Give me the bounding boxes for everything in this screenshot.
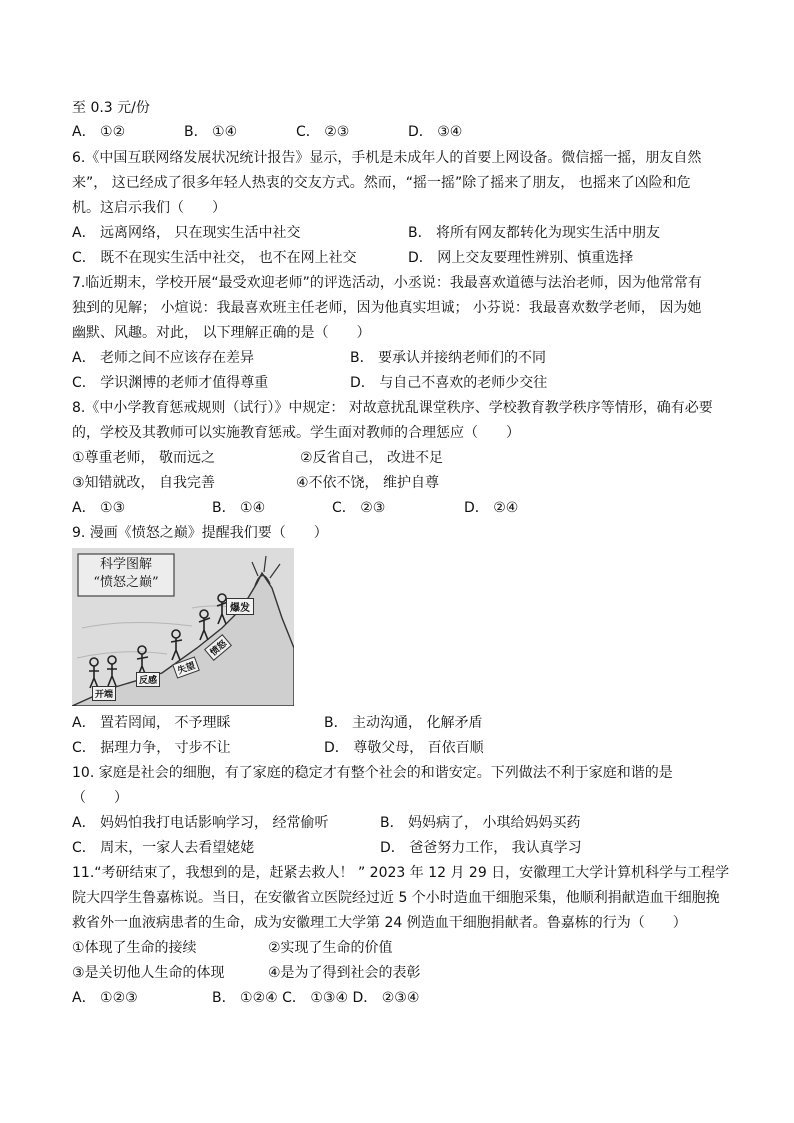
q11-stem-line: 救省外一血液病患者的生命，成为安徽理工大学第 24 例造血干细胞捐献者。鲁嘉栋的行为（ ） xyxy=(72,915,687,931)
q11-stem-line: 院大四学生鲁嘉栋说。当日，在安徽省立医院经过近 5 个小时造血干细胞采集，他顺利捐献造血干细胞挽 xyxy=(72,890,720,906)
q8-option-b: B． ①④ xyxy=(212,500,266,516)
cartoon-step-label: 愤怒 xyxy=(204,634,232,661)
q6-stem-line: 来”， 这已经成了很多年轻人热衷的交友方式。然而，“摇一摇”除了摇来了朋友， 也摇来了凶险和危 xyxy=(72,175,691,191)
q8-item-4: ④不依不饶， 维护自尊 xyxy=(296,475,440,491)
cartoon-step-label: 反感 xyxy=(136,672,160,687)
q7-option-d: D． 与自己不喜欢的老师少交往 xyxy=(350,375,548,391)
cartoon-step-label: 开端 xyxy=(92,686,116,701)
q10-option-b: B． 妈妈病了， 小琪给妈妈买药 xyxy=(380,815,581,831)
q10-option-d: D． 爸爸努力工作， 我认真学习 xyxy=(380,840,582,856)
q9-stem: 9. 漫画《愤怒之巅》提醒我们要（ ） xyxy=(72,525,328,541)
carry-over-text: 至 0.3 元/份 xyxy=(72,100,150,116)
q6-option-b: B． 将所有网友都转化为现实生活中朋友 xyxy=(408,225,661,241)
q5-option-d: D． ③④ xyxy=(408,124,463,140)
q11-option-a: A． ①②③ xyxy=(72,990,138,1006)
q8-item-1: ①尊重老师， 敬而远之 xyxy=(72,450,216,466)
cartoon-step-label: 失望 xyxy=(172,656,200,678)
q8-option-a: A． ①③ xyxy=(72,500,126,516)
q5-option-b: B． ①④ xyxy=(184,124,238,140)
q6-option-d: D． 网上交友要理性辨别、慎重选择 xyxy=(408,250,634,266)
q8-item-2: ②反省自己， 改进不足 xyxy=(300,450,444,466)
q7-stem-line: 独到的见解； 小煊说：我最喜欢班主任老师，因为他真实坦诚； 小芬说：我最喜欢数学老师， 因为她 xyxy=(72,300,702,316)
q6-option-c: C． 既不在现实生活中社交， 也不在网上社交 xyxy=(72,250,357,266)
q8-item-3: ③知错就改， 自我完善 xyxy=(72,475,216,491)
q7-stem-line: 7.临近期末，学校开展“最受欢迎老师”的评选活动，小丞说：我最喜欢道德与法治老师，因为他常常有 xyxy=(72,275,702,291)
q7-option-c: C． 学识渊博的老师才值得尊重 xyxy=(72,375,269,391)
q8-option-d: D． ②④ xyxy=(464,500,519,516)
q6-option-a: A． 远离网络， 只在现实生活中社交 xyxy=(72,225,301,241)
q5-option-a: A． ①② xyxy=(72,124,126,140)
q11-item-4: ④是为了得到社会的表彰 xyxy=(268,965,421,981)
cartoon-caption-line1: 科学图解 xyxy=(99,557,152,572)
q11-item-1: ①体现了生命的接续 xyxy=(72,940,197,956)
q10-stem-line: 10. 家庭是社会的细胞，有了家庭的稳定才有整个社会的和谐安定。下列做法不利于家庭和谐的是 xyxy=(72,765,673,781)
q10-option-c: C． 周末，一家人去看望姥姥 xyxy=(72,840,255,856)
q8-stem-line: 8.《中小学教育惩戒规则（试行）》中规定： 对故意扰乱课堂秩序、学校教育教学秩序等情形，确有必要 xyxy=(72,400,713,416)
anger-peak-cartoon xyxy=(72,548,294,706)
q7-option-b: B． 要承认并接纳老师们的不同 xyxy=(350,350,547,366)
q9-option-b: B． 主动沟通， 化解矛盾 xyxy=(324,715,483,731)
q8-stem-line: 的，学校及其教师可以实施教育惩戒。学生面对教师的合理惩应（ ） xyxy=(72,425,520,441)
q11-item-3: ③是关切他人生命的体现 xyxy=(72,965,225,981)
q11-stem-line: 11.“考研结束了，我想到的是，赶紧去救人！ ” 2023 年 12 月 29 日，安徽理工大学计算机科学与工程学 xyxy=(72,865,730,881)
q7-option-a: A． 老师之间不应该存在差异 xyxy=(72,350,255,366)
cartoon-caption xyxy=(80,556,172,592)
cartoon-caption-line2: “愤怒之巅” xyxy=(93,575,159,590)
q9-option-d: D． 尊敬父母， 百依百顺 xyxy=(324,740,484,756)
q7-stem-line: 幽默、风趣。对此， 以下理解正确的是（ ） xyxy=(72,325,371,341)
q9-option-a: A． 置若罔闻， 不予理睬 xyxy=(72,715,231,731)
q6-stem-line: 6.《中国互联网络发展状况统计报告》显示，手机是未成年人的首要上网设备。微信摇一摇，朋友自然 xyxy=(72,150,702,166)
q9-option-c: C． 据理力争， 寸步不让 xyxy=(72,740,231,756)
q10-stem-line: （ ） xyxy=(72,790,128,806)
q11-options-bcd: B． ①②④ C． ①③④ D． ②③④ xyxy=(212,990,420,1006)
q6-stem-line: 机。这启示我们（ ） xyxy=(72,200,226,216)
q11-item-2: ②实现了生命的价值 xyxy=(268,940,393,956)
q5-option-c: C． ②③ xyxy=(296,124,350,140)
q8-option-c: C． ②③ xyxy=(332,500,386,516)
q10-option-a: A． 妈妈怕我打电话影响学习， 经常偷听 xyxy=(72,815,329,831)
cartoon-step-label: 爆发 xyxy=(226,598,254,615)
